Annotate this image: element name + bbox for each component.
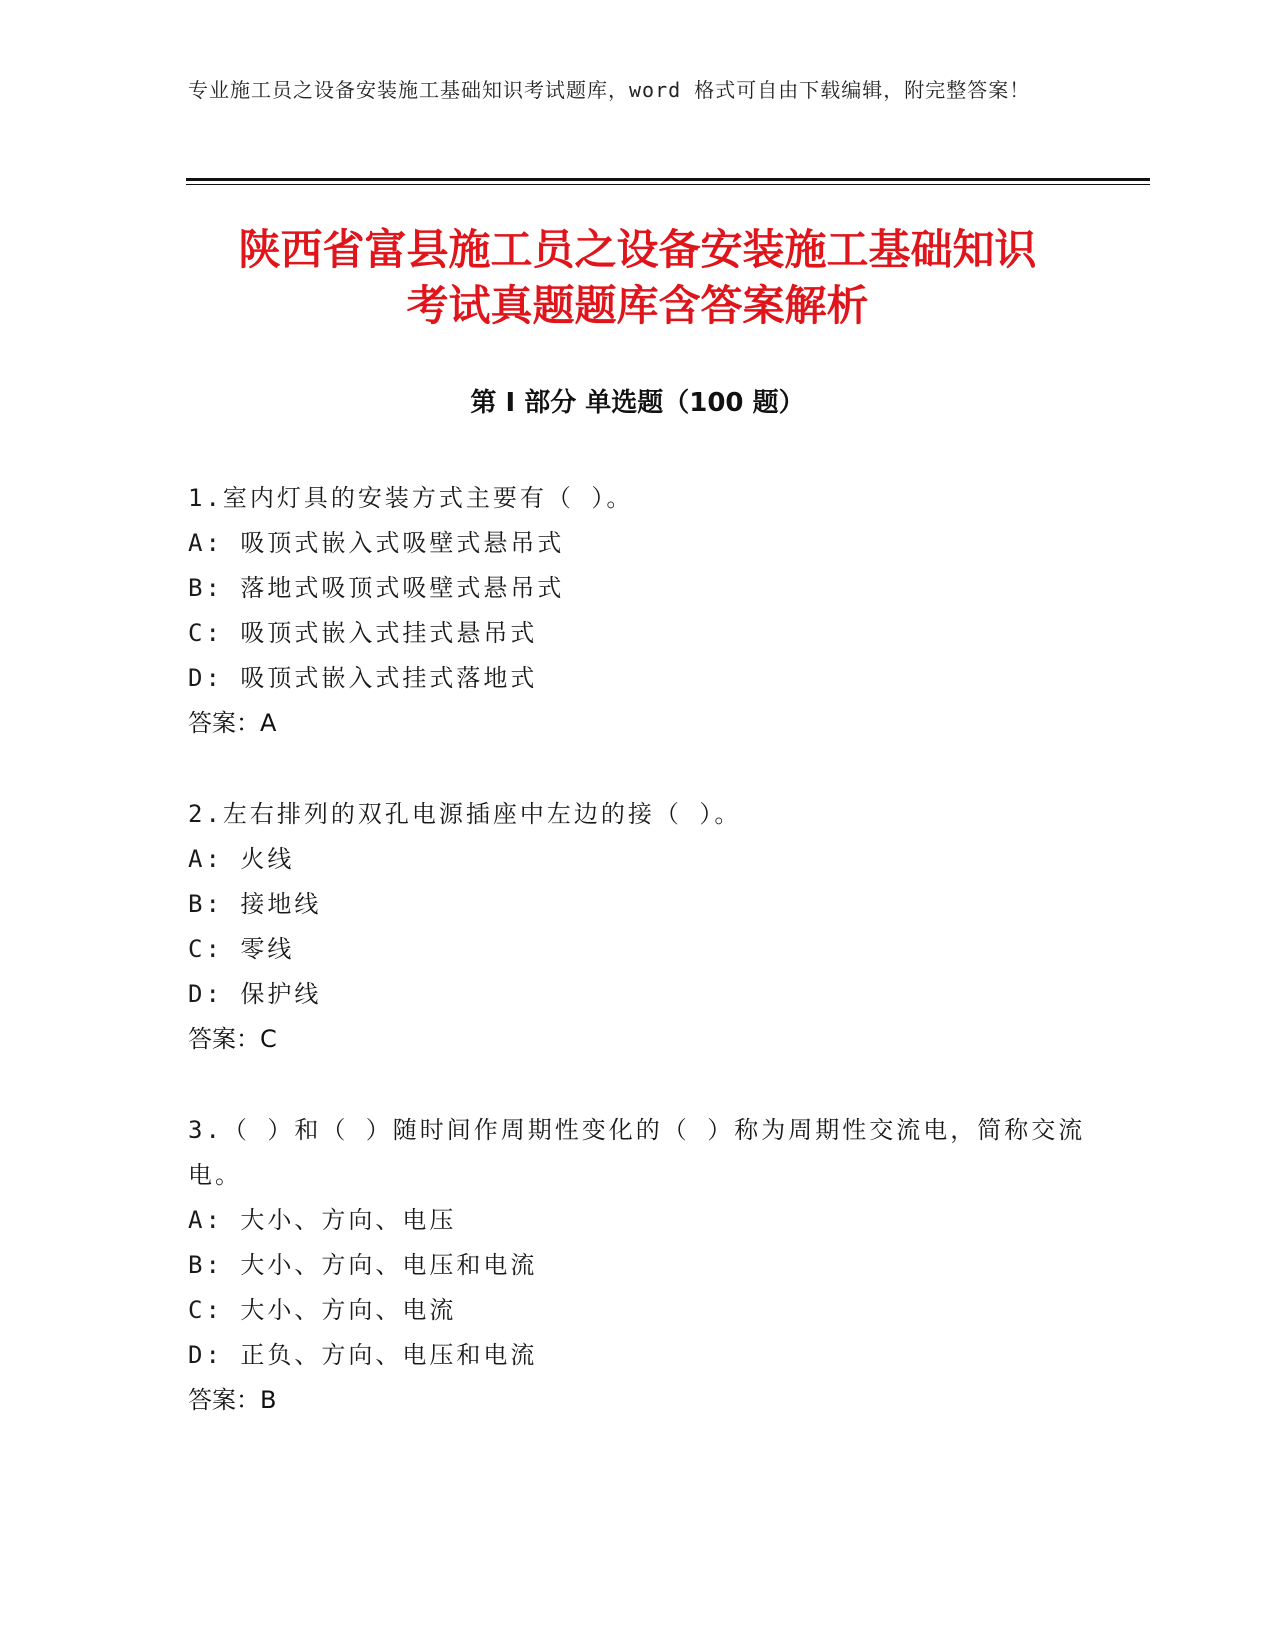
option-b: B: 大小、方向、电压和电流 [188,1251,538,1279]
question-stem: 1.室内灯具的安装方式主要有（ ）。 [188,484,634,512]
option-c: C: 零线 [188,935,295,963]
option-c: C: 大小、方向、电流 [188,1296,457,1324]
question-stem: 2.左右排列的双孔电源插座中左边的接（ ）。 [188,800,742,828]
option-b: B: 接地线 [188,890,322,918]
option-c: C: 吸顶式嵌入式挂式悬吊式 [188,619,538,647]
option-a: A: 吸顶式嵌入式吸壁式悬吊式 [188,529,565,557]
question-3 [188,1108,1088,1423]
question-1 [188,476,1088,746]
document-title [150,222,1125,334]
section-heading: 第 I 部分 单选题（100 题） [470,388,805,418]
answer: 答案：A [188,709,277,737]
answer: 答案：C [188,1025,277,1053]
option-a: A: 大小、方向、电压 [188,1206,457,1234]
question-list [188,476,1088,1469]
document-title-line-1: 陕西省富县施工员之设备安装施工基础知识 [238,225,1037,274]
option-d: D: 正负、方向、电压和电流 [188,1341,538,1369]
answer: 答案：B [188,1386,277,1414]
option-a: A: 火线 [188,845,295,873]
header-divider-thin [186,184,1150,185]
question-2 [188,792,1088,1062]
header-divider-thick [186,178,1150,181]
document-title-line-2: 考试真题题库含答案解析 [406,281,869,330]
header-note: 专业施工员之设备安装施工基础知识考试题库，word 格式可自由下载编辑，附完整答案！ [188,78,1031,102]
question-stem: 3.（ ）和（ ）随时间作周期性变化的（ ）称为周期性交流电，简称交流电。 [188,1116,1086,1189]
option-d: D: 吸顶式嵌入式挂式落地式 [188,664,538,692]
option-b: B: 落地式吸顶式吸壁式悬吊式 [188,574,565,602]
option-d: D: 保护线 [188,980,322,1008]
